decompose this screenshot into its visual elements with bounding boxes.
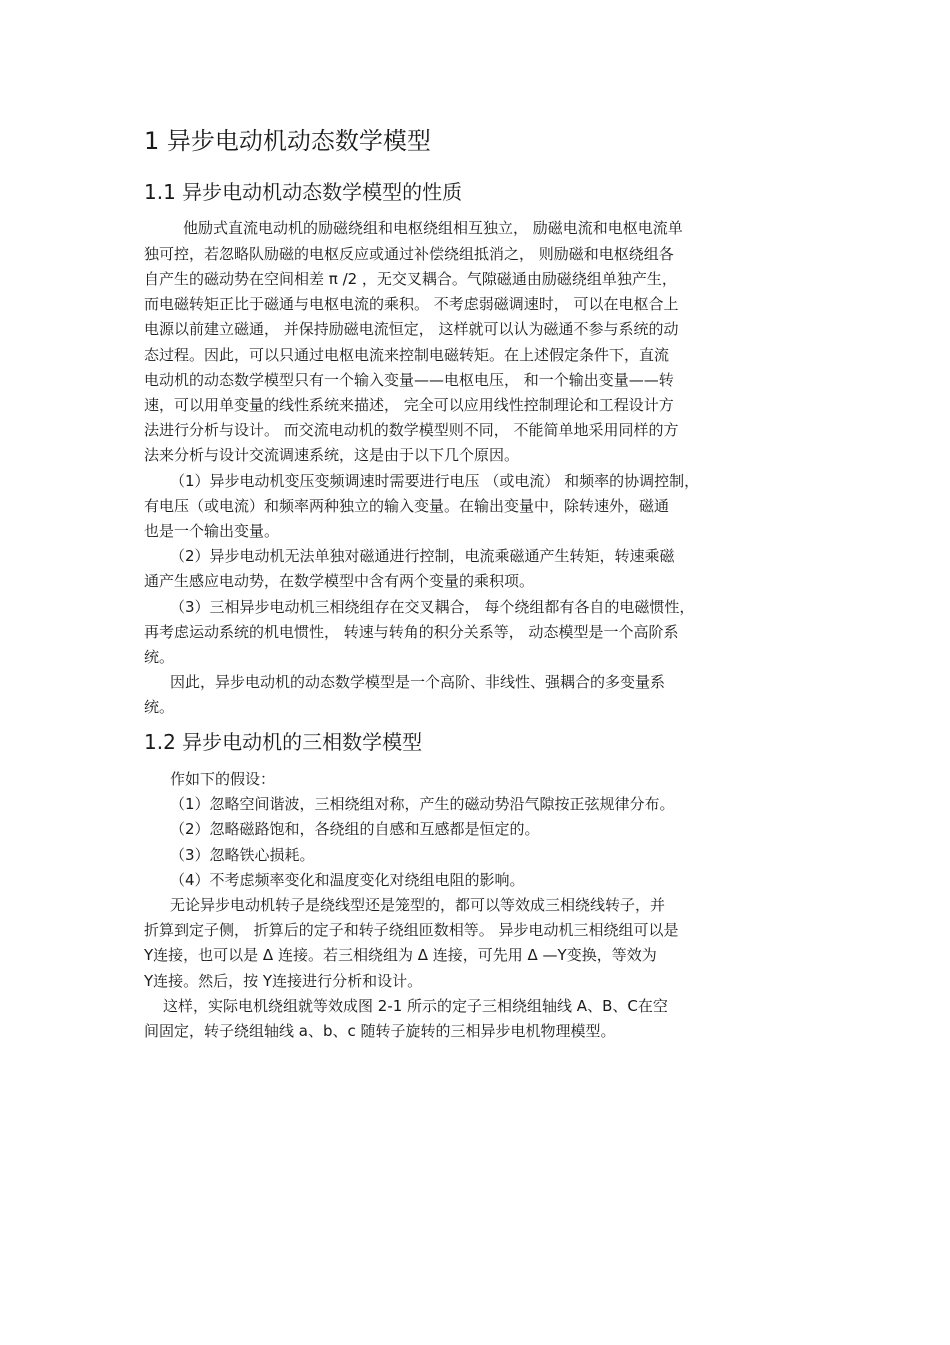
paragraph-line: 自产生的磁动势在空间相差 π /2 ，无交叉耦合。气隙磁通由励磁绕组单独产生， bbox=[144, 270, 677, 288]
paragraph-line: 独可控，若忽略队励磁的电枢反应或通过补偿绕组抵消之， 则励磁和电枢绕组各 bbox=[144, 245, 674, 263]
paragraph-line: 他励式直流电动机的励磁绕组和电枢绕组相互独立， 励磁电流和电枢电流单 bbox=[183, 219, 683, 237]
paragraph-line: 再考虑运动系统的机电惯性， 转速与转角的积分关系等， 动态模型是一个高阶系 bbox=[144, 623, 679, 641]
paragraph-line: 统。 bbox=[144, 698, 175, 716]
assumption-2: （2）忽略磁路饱和，各绕组的自感和互感都是恒定的。 bbox=[170, 820, 540, 838]
paragraph-line: 间固定，转子绕组轴线 a、b、c 随转子旋转的三相异步电机物理模型。 bbox=[144, 1022, 616, 1040]
paragraph-line: 作如下的假设： bbox=[170, 770, 276, 788]
assumption-3: （3）忽略铁心损耗。 bbox=[170, 846, 315, 864]
paragraph-line: 法进行分析与设计。 而交流电动机的数学模型则不同， 不能简单地采用同样的方 bbox=[144, 421, 679, 439]
section-1-1-heading: 1.1 异步电动机动态数学模型的性质 bbox=[144, 180, 463, 204]
paragraph-line: 而电磁转矩正比于磁通与电枢电流的乘积。 不考虑弱磁调速时， 可以在电枢合上 bbox=[144, 295, 679, 313]
paragraph-line: Y连接。然后，按 Y连接进行分析和设计。 bbox=[144, 972, 423, 990]
assumption-1: （1）忽略空间谐波，三相绕组对称，产生的磁动势沿气隙按正弦规律分布。 bbox=[170, 795, 675, 813]
paragraph-line: 电动机的动态数学模型只有一个输入变量——电枢电压， 和一个输出变量——转 bbox=[144, 371, 674, 389]
paragraph-line: 无论异步电动机转子是绕线型还是笼型的，都可以等效成三相绕线转子，并 bbox=[170, 896, 666, 914]
paragraph-line: 有电压（或电流）和频率两种独立的输入变量。在输出变量中，除转速外，磁通 bbox=[144, 497, 670, 515]
conclusion-line: 因此，异步电动机的动态数学模型是一个高阶、非线性、强耦合的多变量系 bbox=[170, 673, 666, 691]
paragraph-line: 速，可以用单变量的线性系统来描述， 完全可以应用线性控制理论和工程设计方 bbox=[144, 396, 674, 414]
list-item-1: （1）异步电动机变压变频调速时需要进行电压 （或电流） 和频率的协调控制， bbox=[170, 472, 700, 490]
chapter-title: 1 异步电动机动态数学模型 bbox=[144, 127, 431, 155]
paragraph-line: 电源以前建立磁通， 并保持励磁电流恒定， 这样就可以认为磁通不参与系统的动 bbox=[144, 320, 679, 338]
paragraph-line: 通产生感应电动势，在数学模型中含有两个变量的乘积项。 bbox=[144, 572, 535, 590]
paragraph-line: 也是一个输出变量。 bbox=[144, 522, 280, 540]
paragraph-line: 统。 bbox=[144, 648, 175, 666]
paragraph-line: 折算到定子侧， 折算后的定子和转子绕组匝数相等。 异步电动机三相绕组可以是 bbox=[144, 921, 679, 939]
paragraph-line: 这样，实际电机绕组就等效成图 2-1 所示的定子三相绕组轴线 A、B、C在空 bbox=[163, 997, 668, 1015]
paragraph-line: 态过程。因此，可以只通过电枢电流来控制电磁转矩。在上述假定条件下，直流 bbox=[144, 346, 670, 364]
list-item-2: （2）异步电动机无法单独对磁通进行控制，电流乘磁通产生转矩，转速乘磁 bbox=[170, 547, 675, 565]
paragraph-line: 法来分析与设计交流调速系统，这是由于以下几个原因。 bbox=[144, 446, 520, 464]
section-1-2-heading: 1.2 异步电动机的三相数学模型 bbox=[144, 730, 423, 754]
assumption-4: （4）不考虑频率变化和温度变化对绕组电阻的影响。 bbox=[170, 871, 525, 889]
paragraph-line: Y连接，也可以是 Δ 连接。若三相绕组为 Δ 连接，可先用 Δ —Y变换，等效为 bbox=[144, 946, 657, 964]
list-item-3: （3）三相异步电动机三相绕组存在交叉耦合， 每个绕组都有各自的电磁惯性， bbox=[170, 598, 695, 616]
